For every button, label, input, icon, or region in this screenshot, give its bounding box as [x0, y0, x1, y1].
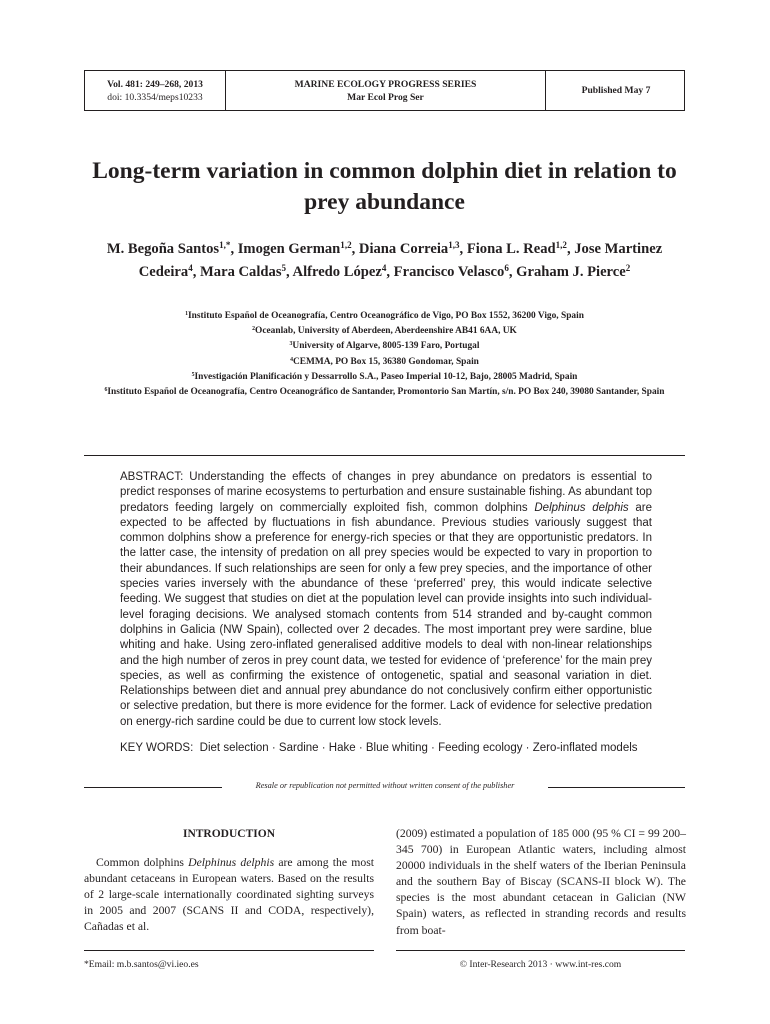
intro-paragraph-continued: (2009) estimated a population of 185 000 (95 % CI = 99 200–345 700) in European Atlantic waters, including almost 20000 individuals in the shelf waters of the Iberian Peninsula and the southern Bay of Biscay (SCANS-II block W). The species is the most abundant cetacean in Galician (NW Spain) waters, as reflected in stranding records and results from boat- [396, 827, 686, 937]
body-column-left [84, 826, 374, 936]
resale-rule-right [548, 787, 685, 788]
species-name: Delphinus delphis [534, 501, 629, 514]
affiliation-list [84, 309, 685, 400]
resale-rule-left [84, 787, 222, 788]
affiliation: $^5$Investigación Planificación y Dessarrollo S.A., Paseo Imperial 10-12, Bajo, 28005 Madrid, Spain [191, 371, 578, 382]
volume: Vol. 481: 249–268, 2013 [107, 78, 203, 90]
author: Fiona L. Read$^{1,2}$, [466, 240, 575, 257]
body-column-right [396, 826, 686, 939]
author: Diana Correia$^{1,3}$, [358, 240, 467, 257]
affiliation: $^2$Oceanlab, University of Aberdeen, Aberdeenshire AB41 6AA, UK [252, 326, 517, 337]
author: Francisco Velasco$^6$, [393, 263, 517, 280]
doi: doi: 10.3354/meps10233 [107, 91, 203, 103]
journal-info [225, 71, 546, 110]
corresponding-email: *Email: m.b.santos@vi.ieo.es [84, 959, 199, 970]
paper-title: Long-term variation in common dolphin diet in relation to prey abundance [92, 158, 677, 215]
section-heading: INTRODUCTION [182, 828, 275, 840]
author: Alfredo López$^4$, [292, 263, 394, 280]
keywords [120, 741, 652, 756]
footnote-rule [84, 950, 374, 951]
journal-header [84, 70, 685, 111]
copyright-notice: © Inter-Research 2013 · www.int-res.com [459, 959, 622, 970]
affiliation: $^4$CEMMA, PO Box 15, 36380 Gondomar, Spain [290, 356, 479, 367]
affiliation: $^6$Instituto Español de Oceanografía, Centro Oceanográfico de Santander, Promontorio San Martín, s/n. PO Box 240, 39080 Santander, Spain [104, 386, 665, 398]
keywords-label: KEY WORDS: [120, 742, 194, 755]
affiliation: $^3$University of Algarve, 8005-139 Faro, Portugal [289, 341, 480, 352]
author-list [78, 238, 691, 284]
keywords-text: Diet selection · Sardine · Hake · Blue whiting · Feeding ecology · Zero-inflated models [199, 742, 638, 755]
abstract-label: ABSTRACT: [120, 471, 184, 483]
author: Jose Martinez Cedeira$^4$, [138, 241, 663, 280]
abstract-text: ABSTRACT: Understanding the effects of changes in prey abundance on predators is essential to predict responses of marine ecosystems to perturbation and ensure sustainable fishing. As abundant top predators feeding largely on commercially exploited fish, common dolphins Delphinus delphis are expected to be affected by fluctuations in fish abundance. Previous studies variously suggest that common dolphins show a preference for energy-rich species or that they are opportunistic predators. In the latter case, the intensity of predation on all prey species would be expected to vary in proportion to their abundances. If such relationships are seen for only a few prey species, and the importance of other species varies inversely with the abundance of these ‘preferred’ prey, this would indicate selective feeding. We suggest that studies on diet at the population level can provide insights into such individual-level foraging decisions. We analysed stomach contents from 514 stranded and by-caught common dolphins in Galicia (NW Spain), collected over 2 decades. The most important prey were sardine, blue whiting and hake. Using zero-inflated generalised additive models to deal with non-linear relationships and the high number of zeros in prey count data, we tested for evidence of ‘preference’ for the main prey species, as well as confirming the existence of ontogenetic, spatial and seasonal variation in diet. Relationships between diet and annual prey abundance do not conclusively confirm either opportunistic or selective predation, but there is more evidence for the former. Lack of evidence for selective predation on energy-rich sardine could be due to current low stock levels. [120, 471, 652, 728]
journal-abbrev: Mar Ecol Prog Ser [347, 91, 424, 103]
author: Imogen German$^{1,2}$, [237, 240, 359, 257]
publication-date [546, 71, 686, 110]
author: Mara Caldas$^5$, [200, 263, 293, 280]
intro-paragraph: Common dolphins Delphinus delphis are among the most abundant cetaceans in European waters. Based on the results of 2 large-scale internationally coordinated sighting surveys in 2005 and 2007 (SCANS II and CODA, respectively), Cañadas et al. [84, 856, 374, 934]
author: M. Begoña Santos$^{1,*}$, [106, 240, 238, 257]
volume-info [85, 71, 225, 110]
species-name: Delphinus delphis [188, 856, 275, 870]
abstract-divider [84, 455, 685, 456]
published-date: Published May 7 [581, 85, 651, 96]
copyright-rule [396, 950, 685, 951]
affiliation: $^1$Instituto Español de Oceanografía, Centro Oceanográfico de Vigo, PO Box 1552, 36200 Vigo, Spain [185, 310, 584, 321]
author: Graham J. Pierce$^2$ [516, 263, 631, 280]
resale-notice: Resale or republication not permitted without written consent of the publisher [255, 781, 515, 790]
abstract-section [120, 470, 652, 756]
journal-name: MARINE ECOLOGY PROGRESS SERIES [294, 78, 477, 90]
